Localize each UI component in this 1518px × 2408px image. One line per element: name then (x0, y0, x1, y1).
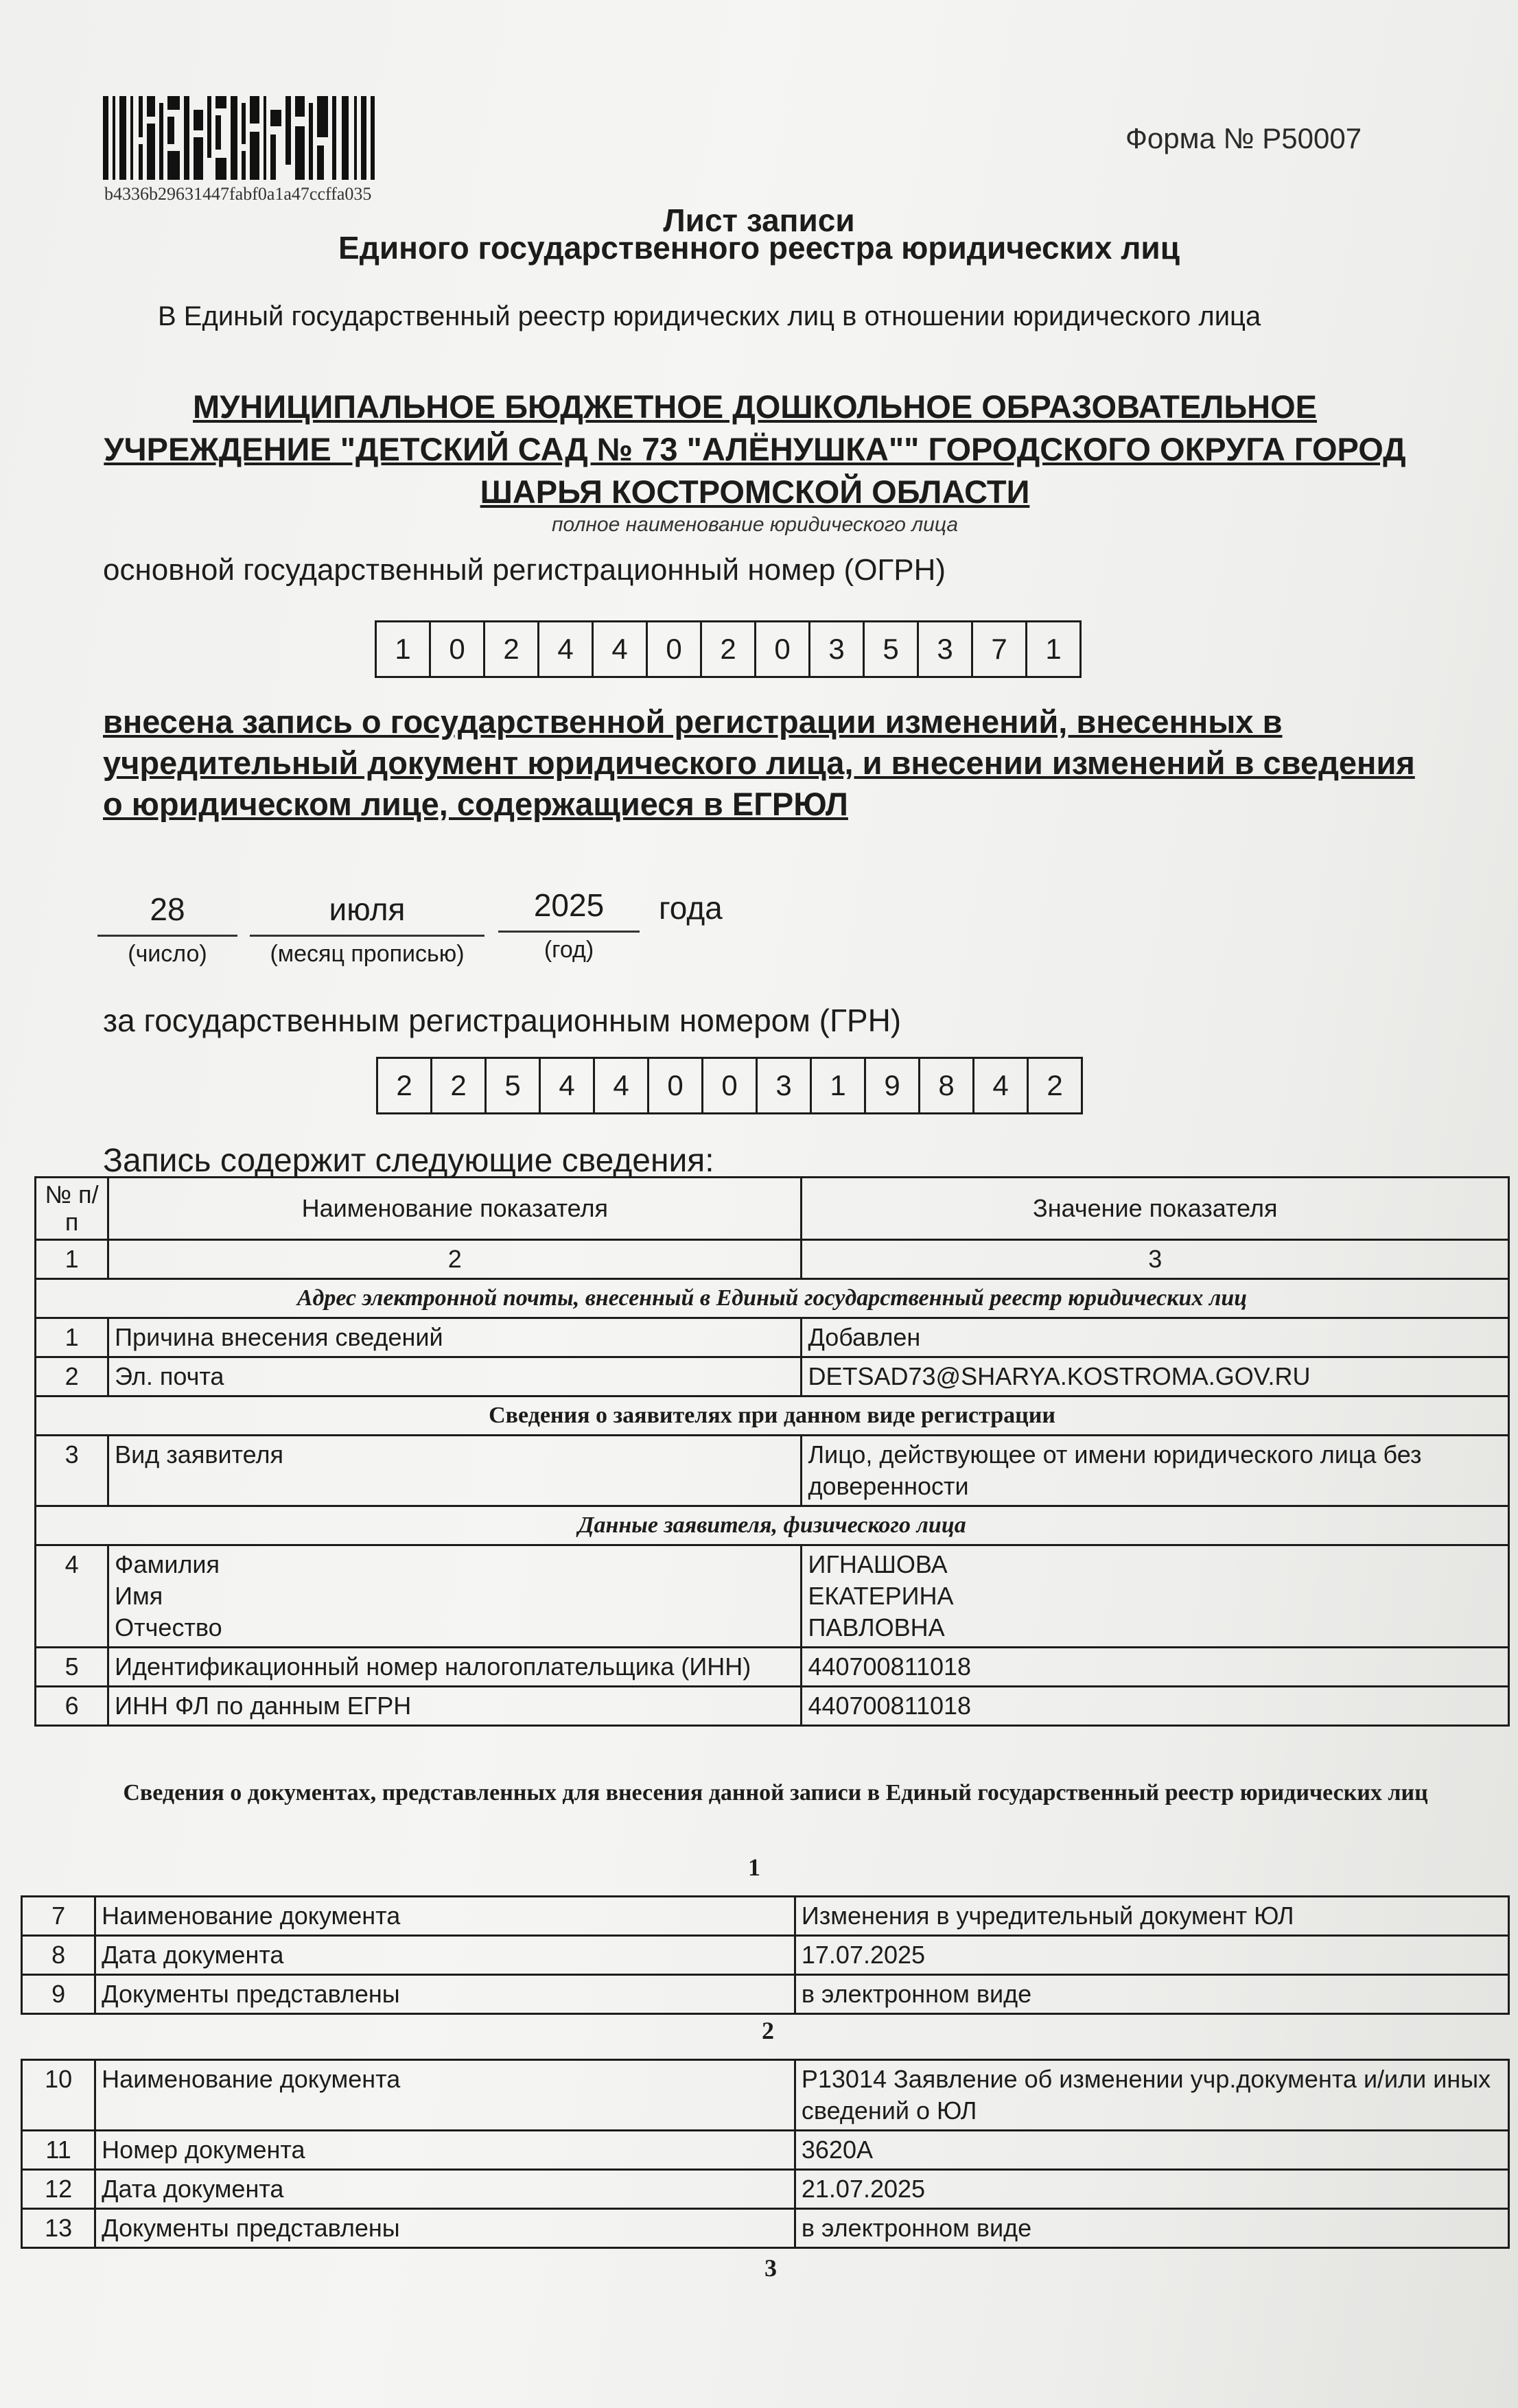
ogrn-digit: 3 (919, 622, 973, 676)
section-row (36, 1396, 1509, 1436)
cell-name: ИНН ФЛ по данным ЕГРН (108, 1687, 802, 1726)
ogrn-digit: 1 (1045, 633, 1062, 665)
date-day (97, 891, 237, 968)
cell-num: 13 (22, 2209, 95, 2248)
ogrn-digit: 4 (539, 622, 594, 676)
cell-num: 12 (22, 2170, 95, 2209)
cell-name: Номер документа (95, 2131, 795, 2170)
title-line-1: Лист записи (663, 202, 855, 238)
ogrn-digits (375, 620, 1082, 678)
cell-value: 17.07.2025 (795, 1936, 1508, 1975)
label-surname: Фамилия (115, 1550, 220, 1578)
grn-digit: 4 (541, 1059, 595, 1112)
grn-digit: 8 (920, 1059, 974, 1112)
cell-num: 3 (36, 1436, 108, 1506)
table-header-row (36, 1178, 1509, 1240)
date-month-value: июля (250, 891, 484, 937)
grn-label: за государственным регистрационным номером (ГРН) (103, 1003, 902, 1038)
document-table-1 (21, 1895, 1510, 2015)
documents-section-title: Сведения о документах, представленных для внесения данной записи в Единый государственный реестр юридических лиц (123, 1780, 1428, 1805)
cell-name: 2 (108, 1240, 802, 1279)
header-cell: Наименование показателя (108, 1178, 802, 1240)
cell-num: 10 (22, 2060, 95, 2131)
table-row (22, 1936, 1509, 1975)
organization-caption: полное наименование юридического лица (551, 513, 959, 536)
value-first-name: ЕКАТЕРИНА (808, 1582, 954, 1610)
cell-name: Наименование документа (95, 1897, 795, 1936)
table-row (36, 1240, 1509, 1279)
ogrn-digit: 2 (485, 622, 539, 676)
section-row (36, 1506, 1509, 1545)
date-year-caption: (год) (544, 937, 594, 963)
grn-digit: 0 (649, 1059, 703, 1112)
title-line-2: Единого государственного реестра юридических лиц (338, 230, 1180, 266)
cell-name: Эл. почта (108, 1357, 802, 1396)
cell-value: 3 (802, 1240, 1509, 1279)
barcode-code: b4336b29631447fabf0a1a47ccffa035 (104, 184, 372, 204)
cell-num: 2 (36, 1357, 108, 1396)
cell-num: 1 (36, 1240, 108, 1279)
cell-value: Изменения в учредительный документ ЮЛ (795, 1897, 1508, 1936)
cell-value: в электронном виде (795, 1975, 1508, 2014)
ogrn-digit: 7 (973, 622, 1027, 676)
cell-name: Идентификационный номер налогоплательщика (ИНН) (108, 1648, 802, 1687)
ogrn-digit: 5 (865, 622, 919, 676)
form-number: Форма № Р50007 (1125, 122, 1362, 154)
date-month (250, 891, 484, 968)
table-row (22, 2060, 1509, 2131)
section-title: Данные заявителя, физического лица (36, 1506, 1509, 1545)
date-day-value: 28 (97, 891, 237, 937)
table-row (22, 1975, 1509, 2014)
date-day-caption: (число) (128, 941, 207, 967)
cell-name: Вид заявителя (108, 1436, 802, 1506)
value-surname: ИГНАШОВА (808, 1550, 948, 1578)
cell-name: Дата документа (95, 1936, 795, 1975)
ogrn-digit: 0 (648, 622, 702, 676)
table-row (22, 2209, 1509, 2248)
label-patronymic: Отчество (115, 1613, 222, 1641)
table-row (36, 1648, 1509, 1687)
table-row (36, 1687, 1509, 1726)
cell-name: Наименование документа (95, 2060, 795, 2131)
grn-digit: 2 (432, 1059, 487, 1112)
grn-digit: 2 (378, 1059, 432, 1112)
cell-name: Документы представлены (95, 2209, 795, 2248)
label-first-name: Имя (115, 1582, 163, 1610)
document-group-number: 1 (748, 1854, 760, 1881)
grn-digit: 4 (595, 1059, 649, 1112)
document-table-2 (21, 2059, 1510, 2249)
cell-num: 6 (36, 1687, 108, 1726)
cell-value: 3620А (795, 2131, 1508, 2170)
cell-value (802, 1545, 1509, 1648)
table-row (36, 1436, 1509, 1506)
grn-digits (376, 1057, 1083, 1114)
table-row (22, 1897, 1509, 1936)
date-year-value: 2025 (498, 887, 640, 933)
organization-name: МУНИЦИПАЛЬНОЕ БЮДЖЕТНОЕ ДОШКОЛЬНОЕ ОБРАЗОВАТЕЛЬНОЕ УЧРЕЖДЕНИЕ "ДЕТСКИЙ САД № 73 "АЛЁНУШКА"" ГОРОДСКОГО ОКРУГА ГОРОД ШАРЬЯ КОСТРОМСКОЙ ОБЛАСТИ (104, 388, 1406, 510)
table-row (36, 1545, 1509, 1648)
grn-digit: 5 (487, 1059, 541, 1112)
cell-name: Причина внесения сведений (108, 1318, 802, 1357)
table-row (36, 1357, 1509, 1396)
grn-digit: 4 (974, 1059, 1029, 1112)
document-group-number: 3 (764, 2254, 777, 2282)
cell-num: 8 (22, 1936, 95, 1975)
ogrn-digit: 1 (377, 622, 431, 676)
records-table (34, 1176, 1510, 1727)
ogrn-digit: 3 (810, 622, 865, 676)
table-row (22, 2131, 1509, 2170)
cell-value: 440700811018 (802, 1687, 1509, 1726)
grn-digit: 0 (703, 1059, 758, 1112)
value-patronymic: ПАВЛОВНА (808, 1613, 945, 1641)
cell-name: Документы представлены (95, 1975, 795, 2014)
grn-digit: 2 (1047, 1069, 1063, 1101)
ogrn-digit: 2 (702, 622, 756, 676)
section-title: Сведения о заявителях при данном виде регистрации (36, 1396, 1509, 1436)
date-goda: года (659, 890, 723, 926)
table-row (36, 1318, 1509, 1357)
cell-value: DETSAD73@SHARYA.KOSTROMA.GOV.RU (802, 1357, 1509, 1396)
date-year (498, 887, 640, 963)
ogrn-digit: 0 (431, 622, 485, 676)
header-cell: № п/п (36, 1178, 108, 1240)
document-group-number: 2 (762, 2017, 774, 2044)
cell-name: Дата документа (95, 2170, 795, 2209)
section-title: Адрес электронной почты, внесенный в Единый государственный реестр юридических лиц (36, 1279, 1509, 1318)
cell-name (108, 1545, 802, 1648)
table-row (22, 2170, 1509, 2209)
cell-value: 440700811018 (802, 1648, 1509, 1687)
grn-digit: 3 (758, 1059, 812, 1112)
cell-value: в электронном виде (795, 2209, 1508, 2248)
cell-value: Лицо, действующее от имени юридического лица без доверенности (802, 1436, 1509, 1506)
cell-value: 21.07.2025 (795, 2170, 1508, 2209)
cell-num: 7 (22, 1897, 95, 1936)
grn-digit: 1 (812, 1059, 866, 1112)
cell-value: Добавлен (802, 1318, 1509, 1357)
ogrn-digit: 0 (756, 622, 810, 676)
cell-num: 1 (36, 1318, 108, 1357)
intro-text: В Единый государственный реестр юридических лиц в отношении юридического лица (158, 301, 1261, 331)
header-cell: Значение показателя (802, 1178, 1509, 1240)
ogrn-label: основной государственный регистрационный номер (ОГРН) (103, 553, 946, 587)
cell-value: Р13014 Заявление об изменении учр.документа и/или иных сведений о ЮЛ (795, 2060, 1508, 2131)
cell-num: 11 (22, 2131, 95, 2170)
grn-digit: 9 (866, 1059, 920, 1112)
cell-num: 4 (36, 1545, 108, 1648)
barcode-icon (103, 96, 377, 180)
section-row (36, 1279, 1509, 1318)
ogrn-digit: 4 (594, 622, 648, 676)
cell-num: 5 (36, 1648, 108, 1687)
date-month-caption: (месяц прописью) (270, 941, 465, 967)
record-label: Запись содержит следующие сведения: (103, 1143, 714, 1179)
cell-num: 9 (22, 1975, 95, 2014)
entry-text: внесена запись о государственной регистрации изменений, внесенных в учредительный документ юридического лица, и внесении изменений в сведения о юридическом лице, содержащиеся в ЕГРЮЛ (103, 703, 1415, 822)
